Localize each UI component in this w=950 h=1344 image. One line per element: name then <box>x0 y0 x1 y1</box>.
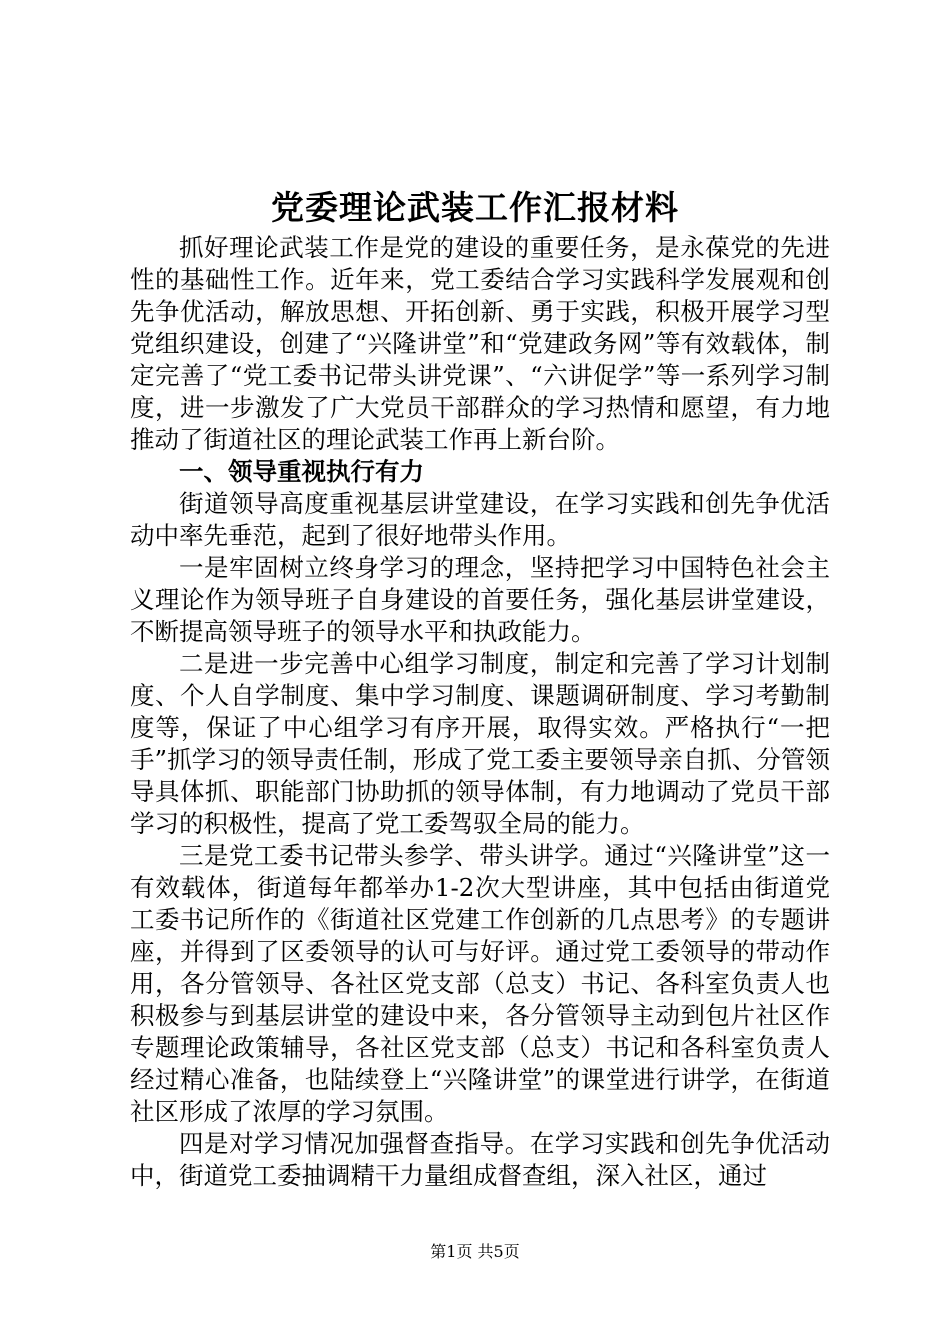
intro-paragraph: 抓好理论武装工作是党的建设的重要任务，是永葆党的先进性的基础性工作。近年来，党工委结合学习实践科学发展观和创先争优活动，解放思想、开拓创新、勇于实践，积极开展学习型党组织建设，创建了“兴隆讲堂”和“党建政务网”等有效载体，制定完善了“党工委书记带头讲党课”、“六讲促学”等一系列学习制度，进一步激发了广大党员干部群众的学习热情和愿望，有力地推动了街道社区的理论武装工作再上新台阶。 <box>130 233 830 454</box>
paragraph: 街道领导高度重视基层讲堂建设，在学习实践和创先争优活动中率先垂范，起到了很好地带头作用。 <box>130 489 830 550</box>
paragraph: 二是进一步完善中心组学习制度，制定和完善了学习计划制度、个人自学制度、集中学习制度、课题调研制度、学习考勤制度等，保证了中心组学习有序开展，取得实效。严格执行“一把手”抓学习的领导责任制，形成了党工委主要领导亲自抓、分管领导具体抓、职能部门协助抓的领导体制，有力地调动了党员干部学习的积极性，提高了党工委驾驭全局的能力。 <box>130 649 830 838</box>
paragraph: 四是对学习情况加强督查指导。在学习实践和创先争优活动中，街道党工委抽调精干力量组成督查组，深入社区，通过 <box>130 1129 830 1190</box>
document-title: 党委理论武装工作汇报材料 <box>271 188 679 227</box>
section-heading: 一、领导重视执行有力 <box>179 457 424 486</box>
paragraph: 一是牢固树立终身学习的理念，坚持把学习中国特色社会主义理论作为领导班子自身建设的首要任务，强化基层讲堂建设，不断提高领导班子的领导水平和执政能力。 <box>130 553 830 646</box>
paragraph: 三是党工委书记带头参学、带头讲学。通过“兴隆讲堂”这一有效载体，街道每年都举办1-2次大型讲座，其中包括由街道党工委书记所作的《街道社区党建工作创新的几点思考》的专题讲座，并得到了区委领导的认可与好评。通过党工委领导的带动作用，各分管领导、各社区党支部（总支）书记、各科室负责人也积极参与到基层讲堂的建设中来，各分管领导主动到包片社区作专题理论政策辅导，各社区党支部（总支）书记和各科室负责人经过精心准备，也陆续登上“兴隆讲堂”的课堂进行讲学，在街道社区形成了浓厚的学习氛围。 <box>130 841 830 1126</box>
document-body <box>130 232 830 1192</box>
page-number-footer: 第1页 共5页 <box>430 1242 520 1261</box>
